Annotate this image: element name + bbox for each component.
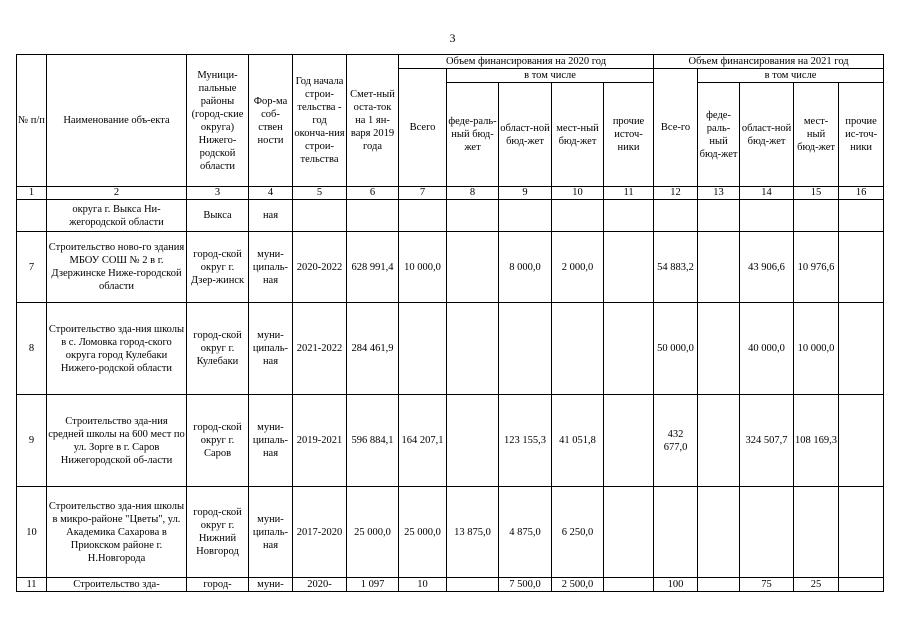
estimate-balance-cell: 596 884,1 [347,395,399,487]
total-2020-cell [399,303,447,395]
column-number: 11 [604,187,654,200]
local-2020-cell [552,200,604,232]
column-number: 6 [347,187,399,200]
financing-table [16,54,884,592]
total-2021-cell: 54 883,2 [654,232,698,303]
table-row [17,232,884,303]
column-number: 9 [499,187,552,200]
column-number-row [17,187,884,200]
local-2021-cell [794,487,839,578]
estimate-balance-cell: 628 991,4 [347,232,399,303]
object-name-cell: Строительство ново-го здания МБОУ СОШ № 2 в г. Дзержинске Ниже-городской области [47,232,187,303]
construction-years-cell: 2019-2021 [293,395,347,487]
federal-2020-cell [447,578,499,592]
local-2020-cell: 2 000,0 [552,232,604,303]
regional-2020-cell [499,303,552,395]
other-2021-cell [839,200,884,232]
ownership-form-cell: муни-ципаль-ная [249,232,293,303]
column-number: 10 [552,187,604,200]
ownership-form-cell: муни-ципаль-ная [249,303,293,395]
column-number: 4 [249,187,293,200]
object-name-cell: Строительство зда-ния школы в с. Ломовка город-ского округа город Кулебаки Нижего-родской области [47,303,187,395]
column-number: 13 [698,187,740,200]
federal-2020-cell [447,303,499,395]
regional-2020-cell: 8 000,0 [499,232,552,303]
total-2020-cell: 10 000,0 [399,232,447,303]
local-2021-cell: 25 [794,578,839,592]
local-2021-cell [794,200,839,232]
other-2020-cell [604,232,654,303]
local-2021-cell: 10 976,6 [794,232,839,303]
other-2021-cell [839,303,884,395]
total-2021-cell: 432 677,0 [654,395,698,487]
federal-2021-cell [698,578,740,592]
header-object-name: Наименование объ-екта [47,55,187,187]
district-cell: город-ской округ г. Нижний Новгород [187,487,249,578]
column-number: 5 [293,187,347,200]
regional-2021-cell: 43 906,6 [740,232,794,303]
column-number: 8 [447,187,499,200]
page-number: 3 [449,31,456,45]
other-2020-cell [604,578,654,592]
federal-2021-cell [698,232,740,303]
district-cell: город- [187,578,249,592]
header-local-2020: мест-ный бюд-жет [552,83,604,187]
header-other-2020: прочие источ-ники [604,83,654,187]
header-including-2021: в том числе [698,69,884,83]
district-cell: город-ской округ г. Дзер-жинск [187,232,249,303]
row-number-cell: 10 [17,487,47,578]
row-number-cell [17,200,47,232]
regional-2021-cell: 75 [740,578,794,592]
header-district: Муници-пальные районы (город-ские округа) Нижего-родской области [187,55,249,187]
header-number: № п/п [17,55,47,187]
estimate-balance-cell: 284 461,9 [347,303,399,395]
total-2020-cell: 164 207,1 [399,395,447,487]
other-2020-cell [604,200,654,232]
total-2020-cell: 10 [399,578,447,592]
local-2020-cell [552,303,604,395]
district-cell: город-ской округ г. Саров [187,395,249,487]
column-number: 14 [740,187,794,200]
construction-years-cell: 2017-2020 [293,487,347,578]
table-row [17,303,884,395]
row-number-cell: 11 [17,578,47,592]
table-row [17,395,884,487]
regional-2021-cell [740,487,794,578]
ownership-form-cell: муни-ципаль-ная [249,487,293,578]
column-number: 3 [187,187,249,200]
column-number: 2 [47,187,187,200]
header-other-2021: прочие ис-точ-ники [839,83,884,187]
header-total-2021: Все-го [654,69,698,187]
regional-2020-cell: 4 875,0 [499,487,552,578]
federal-2020-cell [447,232,499,303]
construction-years-cell: 2020- [293,578,347,592]
other-2021-cell [839,487,884,578]
district-cell: город-ской округ г. Кулебаки [187,303,249,395]
header-total-2020: Всего [399,69,447,187]
object-name-cell: Строительство зда-ния школы в микро-районе "Цветы", ул. Академика Сахарова в Приокском районе г. Н.Новгорода [47,487,187,578]
header-federal-2021: феде-раль-ный бюд-жет [698,83,740,187]
local-2020-cell: 6 250,0 [552,487,604,578]
total-2020-cell [399,200,447,232]
local-2021-cell: 108 169,3 [794,395,839,487]
total-2020-cell: 25 000,0 [399,487,447,578]
row-number-cell: 8 [17,303,47,395]
total-2021-cell: 50 000,0 [654,303,698,395]
column-number: 1 [17,187,47,200]
total-2021-cell [654,200,698,232]
total-2021-cell [654,487,698,578]
local-2021-cell: 10 000,0 [794,303,839,395]
header-years: Год начала строи-тельства - год оконча-ния строи-тельства [293,55,347,187]
other-2020-cell [604,395,654,487]
total-2021-cell: 100 [654,578,698,592]
header-ownership: Фор-ма соб-ствен ности [249,55,293,187]
header-financing-2021: Объем финансирования на 2021 год [654,55,884,69]
regional-2020-cell: 123 155,3 [499,395,552,487]
header-financing-2020: Объем финансирования на 2020 год [399,55,654,69]
table-row [17,487,884,578]
row-number-cell: 7 [17,232,47,303]
table-row [17,578,884,592]
header-estimate: Смет-ный оста-ток на 1 ян-варя 2019 года [347,55,399,187]
other-2021-cell [839,395,884,487]
construction-years-cell: 2020-2022 [293,232,347,303]
regional-2020-cell: 7 500,0 [499,578,552,592]
estimate-balance-cell: 25 000,0 [347,487,399,578]
regional-2021-cell: 324 507,7 [740,395,794,487]
object-name-cell: Строительство зда- [47,578,187,592]
ownership-form-cell: муни- [249,578,293,592]
federal-2020-cell [447,200,499,232]
federal-2021-cell [698,200,740,232]
row-number-cell: 9 [17,395,47,487]
local-2020-cell: 2 500,0 [552,578,604,592]
other-2020-cell [604,487,654,578]
regional-2020-cell [499,200,552,232]
object-name-cell: Строительство зда-ния средней школы на 600 мест по ул. Зорге в г. Саров Нижегородской об-ласти [47,395,187,487]
header-regional-2020: област-ной бюд-жет [499,83,552,187]
construction-years-cell [293,200,347,232]
column-number: 16 [839,187,884,200]
column-number: 7 [399,187,447,200]
ownership-form-cell: ная [249,200,293,232]
regional-2021-cell [740,200,794,232]
header-local-2021: мест-ный бюд-жет [794,83,839,187]
federal-2021-cell [698,395,740,487]
object-name-cell: округа г. Выкса Ни-жегородской области [47,200,187,232]
header-federal-2020: феде-раль-ный бюд-жет [447,83,499,187]
federal-2021-cell [698,303,740,395]
other-2021-cell [839,232,884,303]
federal-2020-cell: 13 875,0 [447,487,499,578]
other-2021-cell [839,578,884,592]
table-row [17,200,884,232]
estimate-balance-cell: 1 097 [347,578,399,592]
local-2020-cell: 41 051,8 [552,395,604,487]
column-number: 15 [794,187,839,200]
estimate-balance-cell [347,200,399,232]
federal-2021-cell [698,487,740,578]
column-number: 12 [654,187,698,200]
regional-2021-cell: 40 000,0 [740,303,794,395]
header-regional-2021: област-ной бюд-жет [740,83,794,187]
other-2020-cell [604,303,654,395]
ownership-form-cell: муни-ципаль-ная [249,395,293,487]
federal-2020-cell [447,395,499,487]
district-cell: Выкса [187,200,249,232]
construction-years-cell: 2021-2022 [293,303,347,395]
header-including-2020: в том числе [447,69,654,83]
